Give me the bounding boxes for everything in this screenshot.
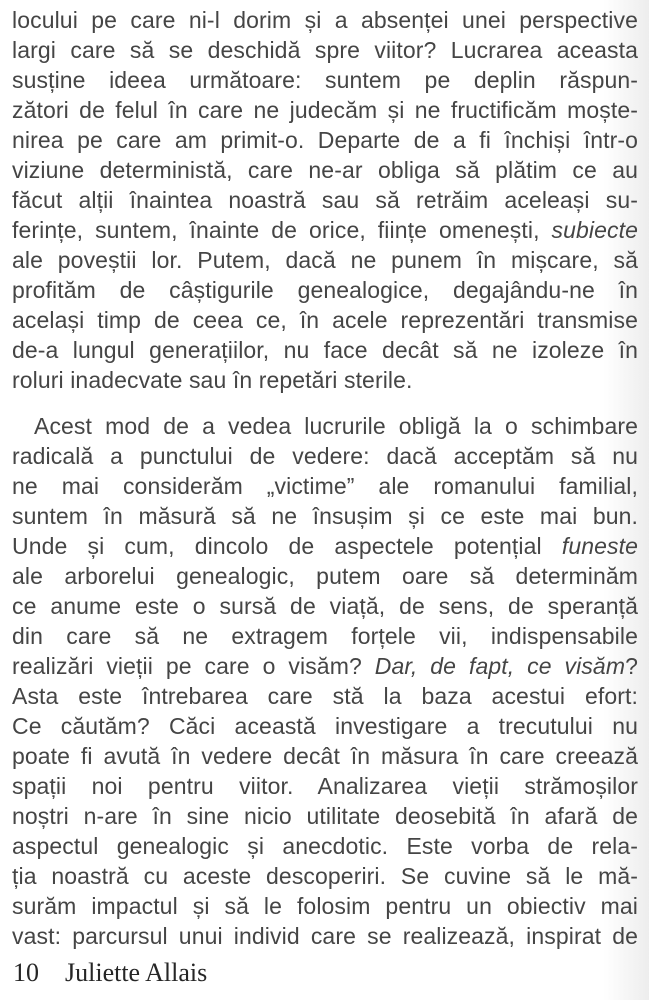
text-segment: susține ideea următoare: suntem pe deplin răspun- [12,67,638,93]
text-segment: aspectul genealogic și anecdotic. Este vorba de rela- [12,833,638,859]
text-line [12,275,638,305]
text-segment: ale poveștii lor. Putem, dacă ne punem în mișcare, să [12,247,638,273]
text-line [12,185,638,215]
text-line [12,441,638,471]
text-segment: spații noi pentru viitor. Analizarea vieții strămoșilor [12,773,638,799]
text-segment: ția noastră cu aceste descoperiri. Se cuvine să le mă- [12,863,638,889]
italic-text-segment: Dar, de fapt, ce visăm [374,653,626,679]
text-line [12,591,638,621]
text-line [12,681,638,711]
page-footer [13,958,207,988]
text-line [12,711,638,741]
text-segment: ce anume este o sursă de viață, de sens, de speranță [12,593,638,619]
paragraph [12,5,638,395]
text-segment: zători de felul în care ne judecăm și ne fructificăm moște- [12,97,638,123]
text-segment: suntem în măsură să ne însușim și ce este mai bun. [12,503,638,529]
text-segment: ne mai considerăm „victime” ale romanului familial, [12,473,638,499]
text-segment: ? [625,653,638,679]
text-segment: Unde și cum, dincolo de aspectele potențial [12,533,562,559]
text-line [12,155,638,185]
text-segment: Asta este întrebarea care stă la baza acestui efort: [12,683,638,709]
text-line [12,215,638,245]
text-line [12,741,638,771]
text-line [12,831,638,861]
text-line [12,335,638,365]
text-line [12,621,638,651]
text-line [12,35,638,65]
text-segment: roluri inadecvate sau în repetări sterile. [12,367,413,393]
text-segment: nirea pe care am primit-o. Departe de a fi închiși într-o [12,127,638,153]
text-segment: ferințe, suntem, înainte de orice, ființe omenești, [12,217,552,243]
text-line [12,561,638,591]
text-line [12,531,638,561]
text-segment: vast: parcursul unui individ care se realizează, inspirat de [12,923,638,949]
text-segment: poate fi avută în vedere decât în măsura în care creează [12,743,638,769]
italic-text-segment: subiecte [551,217,638,243]
text-segment: realizări vieții pe care o visăm? [12,653,375,679]
text-segment: același timp de ceea ce, în acele reprezentări transmise [12,307,638,333]
text-segment: Ce căutăm? Căci această investigare a trecutului nu [12,713,638,739]
text-line [12,651,638,681]
running-footer-author: Juliette Allais [65,958,208,987]
text-segment: Acest mod de a vedea lucrurile obligă la o schimbare [34,413,638,439]
text-line [12,861,638,891]
text-segment: viziune deterministă, care ne-ar obliga să plătim ce au [12,157,638,183]
text-line [12,801,638,831]
text-segment: făcut alții înaintea noastră sau să retrăim aceleași su- [12,187,638,213]
text-line [12,5,638,35]
page-text [12,5,638,951]
paragraph [12,411,638,951]
text-segment: noștri n-are în sine nicio utilitate deosebită în afară de [12,803,638,829]
text-segment: locului pe care ni-l dorim și a absenței unei perspective [12,7,638,33]
text-segment: profităm de câștigurile genealogice, degajându-ne în [12,277,638,303]
text-line [12,471,638,501]
text-segment: largi care să se deschidă spre viitor? Lucrarea aceasta [12,37,638,63]
page-number: 10 [13,958,39,987]
text-line [12,65,638,95]
text-segment: ale arborelui genealogic, putem oare să determinăm [12,563,638,589]
text-segment: din care să ne extragem forțele vii, indispensabile [12,623,638,649]
italic-text-segment: funeste [561,533,638,559]
text-line [12,921,638,951]
text-line [12,245,638,275]
text-segment: de-a lungul generațiilor, nu face decât să ne izoleze în [12,337,638,363]
text-line [12,125,638,155]
text-line [12,501,638,531]
text-line [12,411,638,441]
text-segment: surăm impactul și să le folosim pentru un obiectiv mai [12,893,638,919]
text-line [12,305,638,335]
text-line [12,771,638,801]
text-line [12,891,638,921]
text-segment: radicală a punctului de vedere: dacă acceptăm să nu [12,443,638,469]
text-line [12,95,638,125]
text-line [12,365,638,395]
